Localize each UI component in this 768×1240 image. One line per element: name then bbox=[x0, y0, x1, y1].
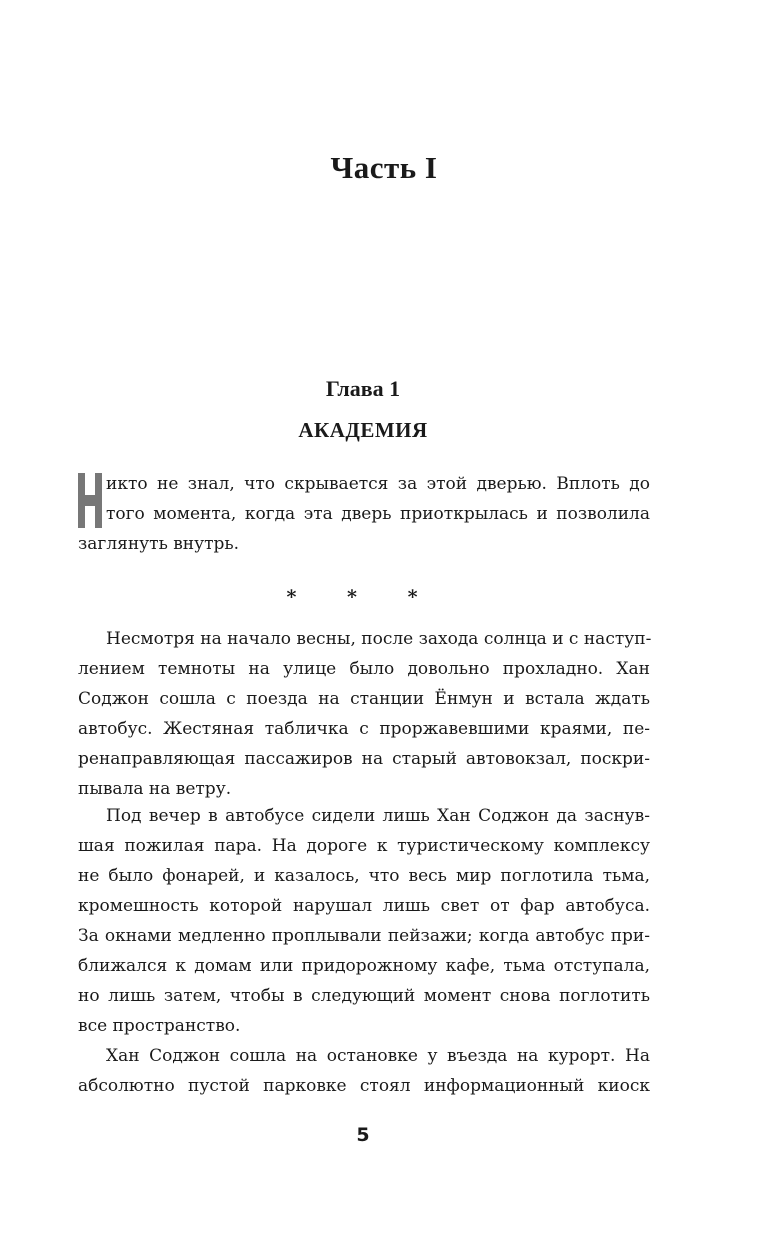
text-line: шая пожилая пара. На дороге к туристическому комплексу bbox=[78, 836, 650, 856]
paragraph-1 bbox=[78, 624, 650, 804]
paragraph-3 bbox=[78, 1041, 650, 1101]
text-line: автобус. Жестяная табличка с проржавевшими краями, пе- bbox=[78, 719, 650, 739]
text-line: Несмотря на начало весны, после захода солнца и с наступ- bbox=[106, 629, 652, 649]
text-line: ближался к домам или придорожному кафе, тьма отступала, bbox=[78, 956, 650, 976]
text-line: Под вечер в автобусе сидели лишь Хан Соджон да заснув- bbox=[106, 806, 650, 826]
paragraph-2 bbox=[78, 801, 650, 1041]
text-line: пывала на ветру. bbox=[78, 779, 232, 799]
opening-line: того момента, когда эта дверь приоткрылась и позволила bbox=[106, 504, 650, 524]
scene-break: * * * bbox=[286, 586, 440, 608]
chapter-number: Глава 1 bbox=[325, 376, 401, 401]
text-line: все пространство. bbox=[78, 1016, 241, 1036]
text-line: Соджон сошла с поезда на станции Ёнмун и встала ждать bbox=[78, 689, 650, 709]
text-line: лением темноты на улице было довольно прохладно. Хан bbox=[78, 659, 650, 679]
text-line: но лишь затем, чтобы в следующий момент снова поглотить bbox=[78, 986, 650, 1006]
opening-line-text: икто не знал, что скрывается за этой дверью. Вплоть до bbox=[106, 474, 650, 494]
text-line: кромешность которой нарушал лишь свет от фар автобуса. bbox=[78, 896, 650, 916]
page-number: 5 bbox=[356, 1124, 370, 1146]
text-line: абсолютно пустой парковке стоял информационный киоск bbox=[78, 1076, 650, 1096]
opening-line: заглянуть внутрь. bbox=[78, 534, 240, 554]
part-title: Часть I bbox=[330, 150, 438, 185]
text-line: За окнами медленно проплывали пейзажи; когда автобус при- bbox=[78, 926, 650, 946]
text-line: ренаправляющая пассажиров на старый автовокзал, поскри- bbox=[78, 749, 650, 769]
text-line: не было фонарей, и казалось, что весь мир поглотила тьма, bbox=[78, 866, 650, 886]
opening-paragraph bbox=[78, 469, 650, 559]
text-line: Хан Соджон сошла на остановке у въезда на курорт. На bbox=[106, 1046, 650, 1066]
chapter-name: АКАДЕМИЯ bbox=[298, 418, 428, 442]
opening-line bbox=[78, 469, 650, 499]
